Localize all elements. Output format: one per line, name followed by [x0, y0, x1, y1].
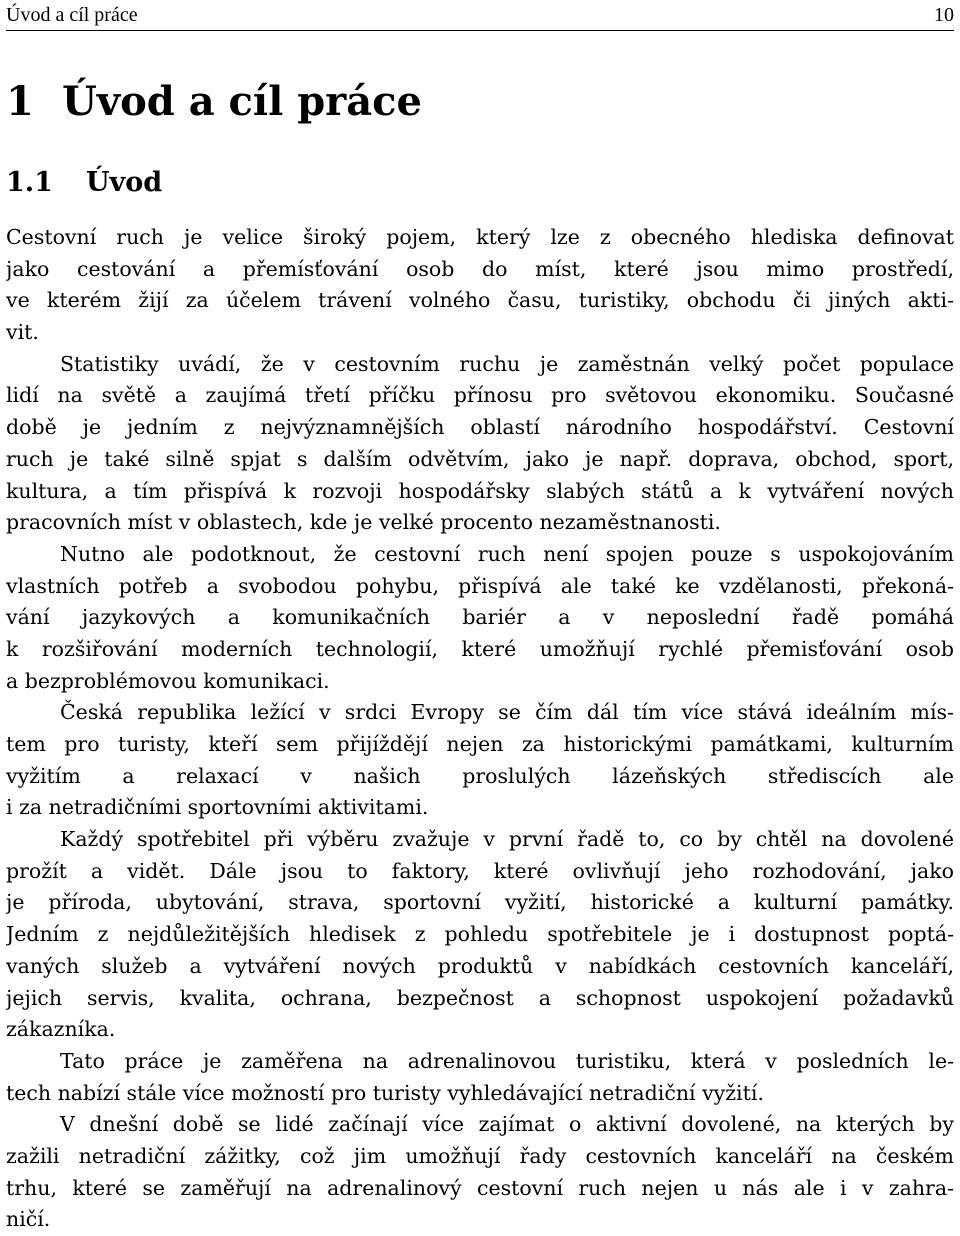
text-line: je příroda, ubytování, strava, sportovní vyžití, historické a kulturní památky. [6, 890, 954, 915]
text-line: vlastních potřeb a svobodou pohybu, přispívá ale také ke vzdělanosti, překoná- [6, 573, 954, 598]
page-number: 10 [934, 4, 954, 26]
text-line: ničí. [6, 1207, 51, 1232]
text-line: i za netradičními sportovními aktivitami. [6, 795, 429, 820]
text-line: V dnešní době se lidé začínají více zajímat o aktivní dovolené, na kterých by [60, 1112, 954, 1137]
text-line: kultura, a tím přispívá k rozvoji hospodářsky slabých států a k vytváření nových [6, 478, 954, 503]
text-line: vaných služeb a vytváření nových produktů v nabídkách cestovních kanceláří, [6, 953, 954, 978]
text-line: vit. [6, 320, 39, 345]
text-line: trhu, které se zaměřují na adrenalinový cestovní ruch nejen u nás ale i v zahra- [6, 1175, 954, 1200]
chapter-title: Úvod a cíl práce [62, 78, 422, 125]
text-line: Cestovní ruch je velice široký pojem, který lze z obecného hlediska definovat [6, 225, 954, 249]
text-line: ruch je také silně spjat s dalším odvětvím, jako je např. doprava, obchod, sport, [6, 446, 954, 471]
section-heading [6, 163, 162, 203]
chapter-heading [6, 76, 422, 128]
text-line: době je jedním z nejvýznamnějších oblastí národního hospodářství. Cestovní [6, 415, 954, 440]
text-line: ve kterém žijí za účelem trávení volného času, turistiky, obchodu či jiných akti- [6, 288, 954, 313]
text-line: Nutno ale podotknout, že cestovní ruch není spojen pouze s uspokojováním [60, 541, 954, 566]
text-line: jejich servis, kvalita, ochrana, bezpečnost a schopnost uspokojení požadavků [6, 985, 954, 1010]
section-title: Úvod [86, 167, 163, 198]
text-line: Jedním z nejdůležitějších hledisek z pohledu spotřebitele je i dostupnost poptá- [6, 922, 954, 947]
text-line: pracovních míst v oblastech, kde je velké procento nezaměstnanosti. [6, 510, 721, 535]
text-line: Česká republika ležící v srdci Evropy se čím dál tím více stává ideálním mís- [60, 700, 954, 725]
text-line: Statistiky uvádí, že v cestovním ruchu je zaměstnán velký počet populace [60, 351, 954, 376]
body-text [6, 222, 954, 1236]
text-line: k rozšiřování moderních technologií, které umožňují rychlé přemisťování osob [6, 636, 954, 661]
text-line: Každý spotřebitel při výběru zvažuje v první řadě to, co by chtěl na dovolené [60, 827, 954, 852]
text-line: lidí na světě a zaujímá třetí příčku přínosu pro světovou ekonomiku. Současné [6, 383, 954, 408]
text-line: zažili netradiční zážitky, což jim umožňují řady cestovních kanceláří na českém [6, 1143, 954, 1168]
text-line: prožít a vidět. Dále jsou to faktory, které ovlivňují jeho rozhodování, jako [6, 858, 954, 883]
text-line: tech nabízí stále více možností pro turisty vyhledávající netradiční vyžití. [6, 1080, 764, 1105]
text-line: vání jazykových a komunikačních bariér a v neposlední řadě pomáhá [6, 605, 954, 630]
text-line: vyžitím a relaxací v našich proslulých lázeňských střediscích ale [6, 763, 954, 788]
text-line: zákazníka. [6, 1017, 116, 1042]
text-line: Tato práce je zaměřena na adrenalinovou turistiku, která v posledních le- [60, 1048, 954, 1073]
section-number: 1.1 [6, 167, 53, 198]
text-line: tem pro turisty, kteří sem přijíždějí nejen za historickými památkami, kulturním [6, 732, 954, 756]
text-line: a bezproblémovou komunikaci. [6, 668, 330, 693]
running-header-title: Úvod a cíl práce [6, 4, 138, 26]
running-header [6, 0, 954, 31]
chapter-number: 1 [6, 78, 34, 125]
text-line: jako cestování a přemísťování osob do míst, které jsou mimo prostředí, [6, 256, 954, 281]
